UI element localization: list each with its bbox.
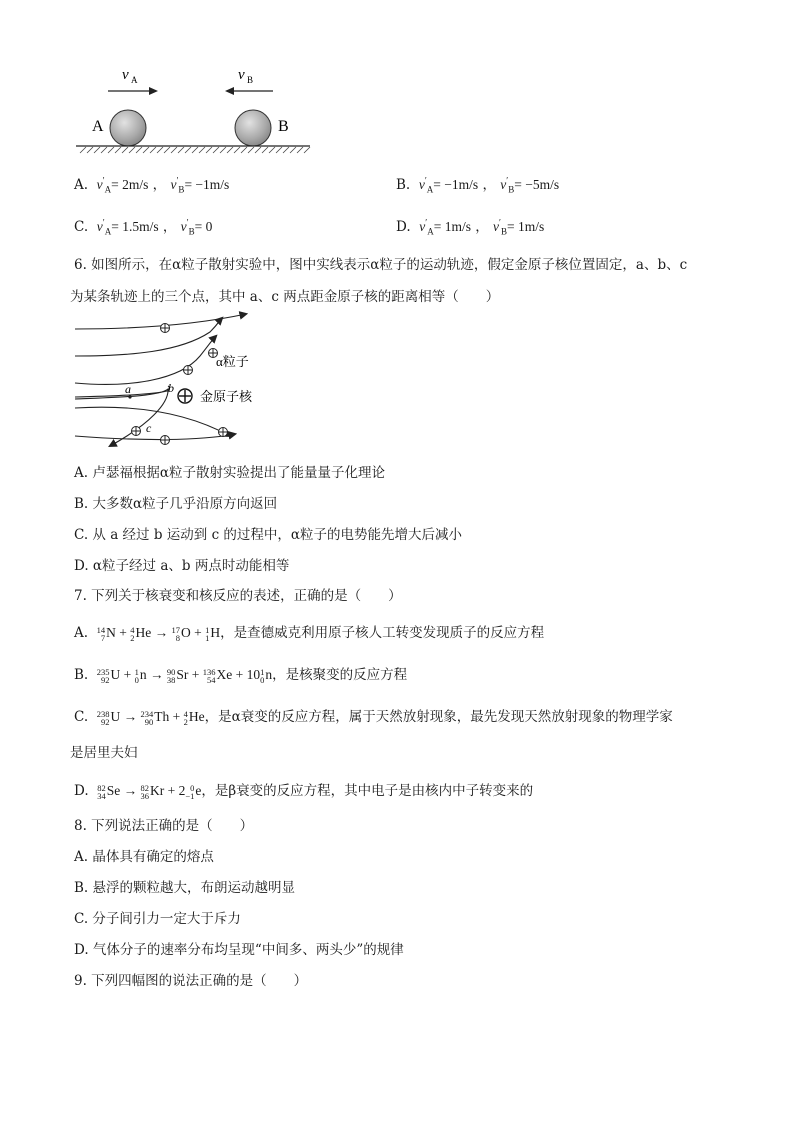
- velocity-b-arrowhead: [225, 87, 234, 95]
- q7-option-b-text: ，是核聚变的反应方程: [272, 667, 408, 683]
- ball-a: [110, 110, 146, 146]
- q7-option-d[interactable]: D. 82 34 Se → 82 36 Kr + 2 0 −1 e，是β衰变的反应方程，其中电子是由核内中子转变来的: [74, 783, 534, 801]
- velocity-a-sub: A: [131, 75, 138, 85]
- point-a-label: a: [125, 382, 131, 396]
- q6-option-d[interactable]: D. α粒子经过 a、b 两点时动能相等: [74, 558, 290, 574]
- trajectory-2: [75, 318, 222, 356]
- q6-option-c[interactable]: C. 从 a 经过 b 运动到 c 的过程中，α粒子的电势能先增大后减小: [74, 527, 463, 543]
- gold-nucleus-icon: [178, 389, 192, 403]
- q5-option-c-sep: ，: [162, 219, 177, 235]
- q5-option-b-sep: ，: [482, 177, 496, 193]
- q5-option-a-v1: = 2m/s: [111, 177, 149, 192]
- q5-option-d-v2: = 1m/s: [507, 219, 545, 234]
- q7-option-d-text: ，是β衰变的反应方程，其中电子是由核内中子转变来的: [201, 783, 534, 799]
- q5-option-d-sep: ，: [475, 219, 489, 235]
- q8-option-d[interactable]: D. 气体分子的速率分布均呈现“中间多、两头少”的规律: [74, 942, 404, 958]
- q5-option-b-v2: = −5m/s: [514, 177, 560, 192]
- ball-a-label: A: [92, 118, 104, 135]
- q6-stem-line2: 为某条轨迹上的三个点，其中 a、c 两点距金原子核的距离相等（ ）: [70, 289, 500, 305]
- trajectory-5: [75, 407, 230, 436]
- alpha-scattering-figure: [70, 306, 270, 454]
- q5-option-a-key: A.: [74, 177, 89, 193]
- q8-option-b[interactable]: B. 悬浮的颗粒越大，布朗运动越明显: [74, 880, 296, 896]
- q5-option-b-v1: = −1m/s: [433, 177, 479, 192]
- q5-option-b-key: B.: [396, 177, 411, 193]
- trajectory-3: [75, 336, 216, 384]
- q5-option-c-key: C.: [74, 219, 89, 235]
- q5-option-d-key: D.: [396, 219, 411, 235]
- q9-stem: 9. 下列四幅图的说法正确的是（ ）: [74, 973, 308, 989]
- q7-option-c-line2: 是居里夫妇: [70, 745, 138, 761]
- q5-option-c-v1: = 1.5m/s: [111, 219, 159, 234]
- point-c-label: c: [146, 421, 152, 435]
- q5-option-c[interactable]: C. $v'_A= 1.5m/s$ ， $v'_B= 0$: [74, 217, 213, 237]
- collision-figure: [70, 60, 320, 160]
- ground-hatching: [80, 147, 310, 153]
- q7-option-c-text: ，是α衰变的反应方程，属于天然放射现象，最先发现天然放射现象的物理学家: [204, 709, 673, 725]
- alpha-particle-label: α粒子: [216, 354, 249, 369]
- q5-option-a[interactable]: A. $v'_A= 2m/s$ ， $v'_B= -1m/s$: [74, 175, 230, 195]
- q7-option-c[interactable]: C. 238 92 U → 234 90 Th + 4 2 He，是α衰变的反应方程，属于天然放射现象，最先发现天然放射现象的物理学家: [74, 709, 673, 727]
- q7-option-a[interactable]: A. 14 7 N + 4 2 He → 17 8 O + 1 1 H，是查德威克利用原子核人工转变发现质子的反应方程: [74, 625, 545, 643]
- q6-stem-line1: 6. 如图所示，在α粒子散射实验中，图中实线表示α粒子的运动轨迹，假定金原子核位置固定，a、b、c: [74, 257, 688, 273]
- gold-nucleus-label: 金原子核: [200, 389, 253, 404]
- velocity-b-sub: B: [247, 75, 254, 85]
- q5-option-a-sep: ，: [152, 177, 167, 193]
- q6-option-a[interactable]: A. 卢瑟福根据α粒子散射实验提出了能量量子化理论: [74, 465, 385, 481]
- velocity-a-arrowhead: [149, 87, 158, 95]
- velocity-a-label: v: [122, 67, 129, 83]
- q7-option-a-text: ，是查德威克利用原子核人工转变发现质子的反应方程: [220, 625, 545, 641]
- q7-option-b[interactable]: B. 235 92 U + 1 0 n → 90 38 Sr + 136 54 Xe + 10 1 0 n，是核聚变的反应方程: [74, 667, 408, 685]
- q6-option-b[interactable]: B. 大多数α粒子几乎沿原方向返回: [74, 496, 278, 512]
- q8-option-a[interactable]: A. 晶体具有确定的熔点: [74, 849, 214, 865]
- point-b-label: b: [168, 381, 174, 395]
- q8-option-c[interactable]: C. 分子间引力一定大于斥力: [74, 911, 241, 927]
- velocity-b-label: v: [238, 67, 245, 83]
- ball-b-label: B: [278, 118, 289, 135]
- trajectory-6: [75, 434, 235, 440]
- q5-option-b[interactable]: B. $v'_A= -1m/s$ ， $v'_B= -5m/s$: [396, 175, 560, 195]
- trajectory-4: [75, 386, 169, 397]
- q5-option-d[interactable]: D. $v'_A= 1m/s$ ， $v'_B= 1m/s$: [396, 217, 545, 237]
- q5-option-d-v1: = 1m/s: [433, 219, 471, 234]
- q8-stem: 8. 下列说法正确的是（ ）: [74, 818, 254, 834]
- q5-option-c-v2: = 0: [194, 219, 213, 234]
- ball-b: [235, 110, 271, 146]
- q5-option-a-v2: = −1m/s: [184, 177, 230, 192]
- q7-stem: 7. 下列关于核衰变和核反应的表述，正确的是（ ）: [74, 588, 402, 604]
